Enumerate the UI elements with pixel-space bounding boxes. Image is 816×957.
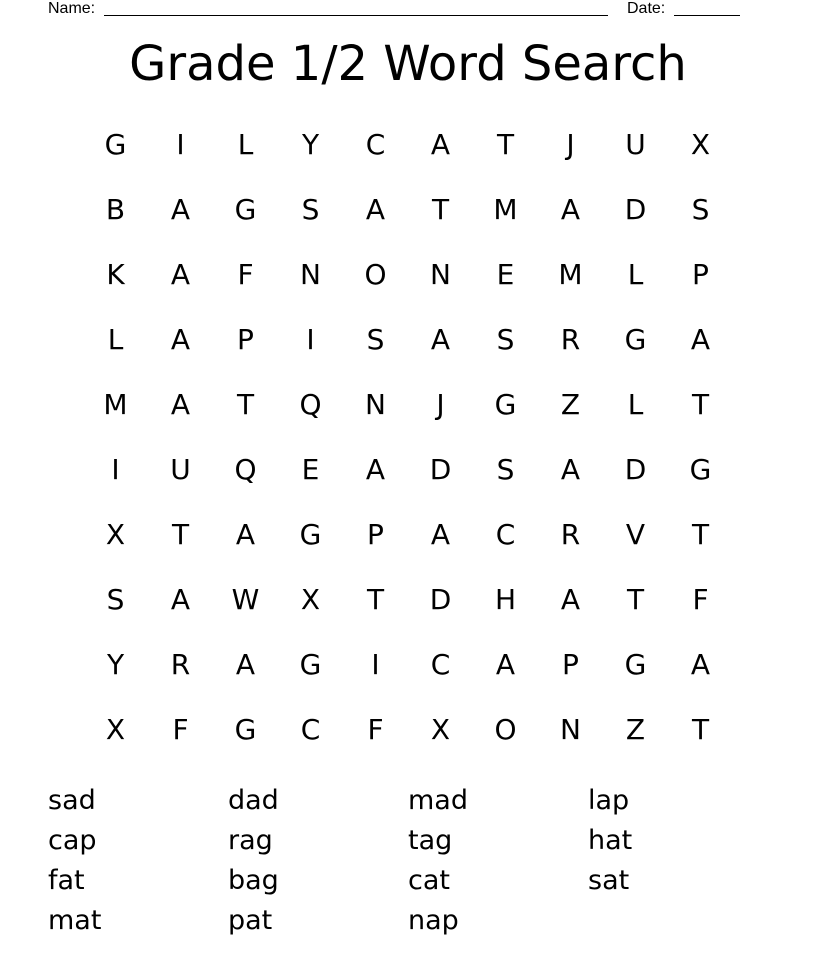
word-list-item: dad [228,785,279,816]
grid-letter: S [301,193,320,226]
grid-letter: J [436,388,445,421]
word-list-item: nap [408,905,459,936]
grid-letter: G [234,713,257,746]
grid-letter: A [365,453,386,486]
grid-letter: D [429,583,452,616]
grid-letter: B [105,193,126,226]
grid-letter: D [429,453,452,486]
word-list-item: lap [588,785,630,816]
word-list-item: mad [408,785,468,816]
grid-letter: W [231,583,260,616]
grid-letter: A [560,453,581,486]
grid-letter: D [624,453,647,486]
grid-letter: M [103,388,128,421]
grid-letter: X [105,518,126,551]
date-label: Date: [627,0,666,17]
grid-letter: P [237,323,254,356]
grid-letter: Z [625,713,646,746]
grid-letter: S [691,193,710,226]
grid-letter: T [691,518,710,551]
letter-grid [83,112,733,762]
grid-letter: T [171,518,190,551]
grid-letter: P [562,648,579,681]
grid-letter: A [690,323,711,356]
grid-letter: T [236,388,255,421]
grid-letter: U [170,453,191,486]
grid-letter: A [170,583,191,616]
grid-letter: C [430,648,451,681]
grid-letter: X [300,583,321,616]
grid-letter: N [300,258,321,291]
date-blank-line[interactable] [674,15,740,16]
grid-letter: I [306,323,315,356]
grid-letter: R [170,648,191,681]
grid-letter: S [366,323,385,356]
grid-letter: Z [560,388,581,421]
grid-letter: A [430,518,451,551]
grid-letter: A [430,128,451,161]
grid-letter: S [106,583,125,616]
grid-letter: A [365,193,386,226]
grid-letter: F [367,713,384,746]
grid-letter: A [235,648,256,681]
grid-letter: T [431,193,450,226]
word-list-item: fat [48,865,85,896]
grid-letter: G [104,128,127,161]
grid-letter: M [558,258,583,291]
word-list-item: bag [228,865,279,896]
grid-letter: A [430,323,451,356]
grid-letter: Q [234,453,257,486]
grid-letter: G [234,193,257,226]
grid-letter: G [624,323,647,356]
grid-letter: F [237,258,254,291]
grid-letter: V [625,518,646,551]
grid-letter: X [430,713,451,746]
grid-letter: N [430,258,451,291]
grid-letter: E [301,453,320,486]
grid-letter: L [627,388,644,421]
grid-letter: R [560,518,581,551]
word-list-item: cat [408,865,450,896]
grid-letter: E [496,258,515,291]
page-title: Grade 1/2 Word Search [129,36,687,92]
grid-letter: F [692,583,709,616]
grid-letter: T [496,128,515,161]
grid-letter: Y [301,128,320,161]
grid-letter: S [496,453,515,486]
word-list-item: cap [48,825,97,856]
word-list-item: tag [408,825,453,856]
grid-letter: R [560,323,581,356]
grid-letter: M [493,193,518,226]
grid-letter: F [172,713,189,746]
grid-letter: I [176,128,185,161]
word-list-item: hat [588,825,633,856]
grid-letter: G [299,518,322,551]
grid-letter: A [690,648,711,681]
grid-letter: O [494,713,517,746]
worksheet-header [0,0,816,20]
grid-letter: D [624,193,647,226]
grid-letter: C [495,518,516,551]
word-list-item: mat [48,905,102,936]
grid-letter: S [496,323,515,356]
grid-letter: U [625,128,646,161]
grid-letter: A [170,193,191,226]
word-list [48,781,768,941]
grid-letter: L [237,128,254,161]
grid-letter: X [105,713,126,746]
grid-letter: L [107,323,124,356]
grid-letter: A [560,583,581,616]
grid-letter: A [170,258,191,291]
grid-letter: Q [299,388,322,421]
grid-letter: C [365,128,386,161]
grid-letter: T [366,583,385,616]
grid-letter: L [627,258,644,291]
grid-letter: A [170,323,191,356]
grid-letter: G [494,388,517,421]
grid-letter: Y [106,648,125,681]
grid-letter: T [691,713,710,746]
grid-letter: T [691,388,710,421]
grid-letter: O [364,258,387,291]
grid-letter: C [300,713,321,746]
grid-letter: N [365,388,386,421]
grid-letter: X [690,128,711,161]
grid-letter: K [106,258,125,291]
grid-letter: A [560,193,581,226]
grid-letter: A [495,648,516,681]
grid-letter: P [692,258,709,291]
grid-letter: P [367,518,384,551]
name-label: Name: [48,0,96,17]
grid-letter: G [689,453,712,486]
grid-letter: N [560,713,581,746]
grid-letter: I [371,648,380,681]
word-list-item: pat [228,905,273,936]
grid-letter: G [299,648,322,681]
word-list-item: rag [228,825,273,856]
grid-letter: J [566,128,575,161]
grid-letter: A [235,518,256,551]
word-list-item: sat [588,865,630,896]
grid-letter: I [111,453,120,486]
name-blank-line[interactable] [104,15,608,16]
grid-letter: A [170,388,191,421]
grid-letter: T [626,583,645,616]
word-list-item: sad [48,785,96,816]
grid-letter: H [494,583,517,616]
word-list-empty-slot [588,901,768,941]
grid-letter: G [624,648,647,681]
